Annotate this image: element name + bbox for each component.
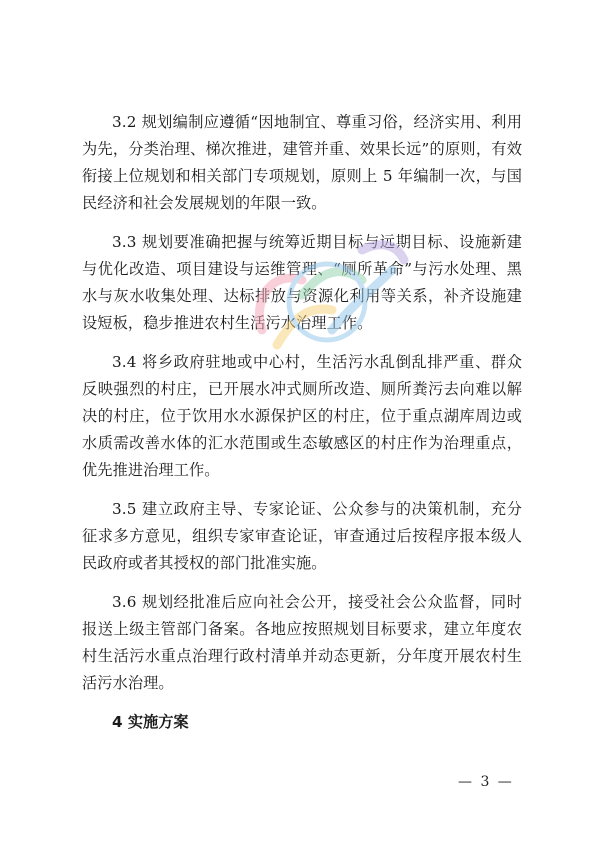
clause-number: 3.4 — [112, 353, 137, 371]
clause-number: 3.2 — [112, 113, 137, 131]
paragraph-3-4 — [82, 349, 522, 484]
clause-number: 3.6 — [112, 593, 137, 611]
paragraph-3-6 — [82, 589, 522, 697]
page-number: — 3 — — [458, 774, 514, 790]
paragraph-text: 规划要准确把握与统筹近期目标与远期目标、设施新建与优化改造、项目建设与运维管理、“厕所革命”与污水处理、黑水与灰水收集处理、达标排放与资源化利用等关系，补齐设施建设短板，稳步推进农村生活污水治理工作。 — [82, 233, 522, 332]
clause-number: 3.3 — [112, 233, 137, 251]
paragraph-text: 规划编制应遵循“因地制宜、尊重习俗，经济实用、利用为先，分类治理、梯次推进，建管并重、效果长远”的原则，有效衔接上位规划和相关部门专项规划，原则上 5 年编制一次，与国民经济和社会发展规划的年限一致。 — [82, 113, 522, 212]
document-body — [82, 109, 522, 736]
paragraph-3-5 — [82, 496, 522, 577]
paragraph-text: 建立政府主导、专家论证、公众参与的决策机制，充分征求多方意见，组织专家审查论证，审查通过后按程序报本级人民政府或者其授权的部门批准实施。 — [82, 500, 522, 572]
paragraph-3-3 — [82, 229, 522, 337]
clause-number: 3.5 — [112, 500, 137, 518]
paragraph-text: 规划经批准后应向社会公开，接受社会公众监督，同时报送上级主管部门备案。各地应按照规划目标要求，建立年度农村生活污水重点治理行政村清单并动态更新，分年度开展农村生活污水治理。 — [82, 593, 522, 692]
paragraph-text: 将乡政府驻地或中心村，生活污水乱倒乱排严重、群众反映强烈的村庄，已开展水冲式厕所改造、厕所粪污去向难以解决的村庄，位于饮用水水源保护区的村庄，位于重点湖库周边或水质需改善水体的汇水范围或生态敏感区的村庄作为治理重点，优先推进治理工作。 — [82, 353, 522, 479]
paragraph-3-2 — [82, 109, 522, 217]
section-heading: 4 实施方案 — [112, 713, 189, 731]
